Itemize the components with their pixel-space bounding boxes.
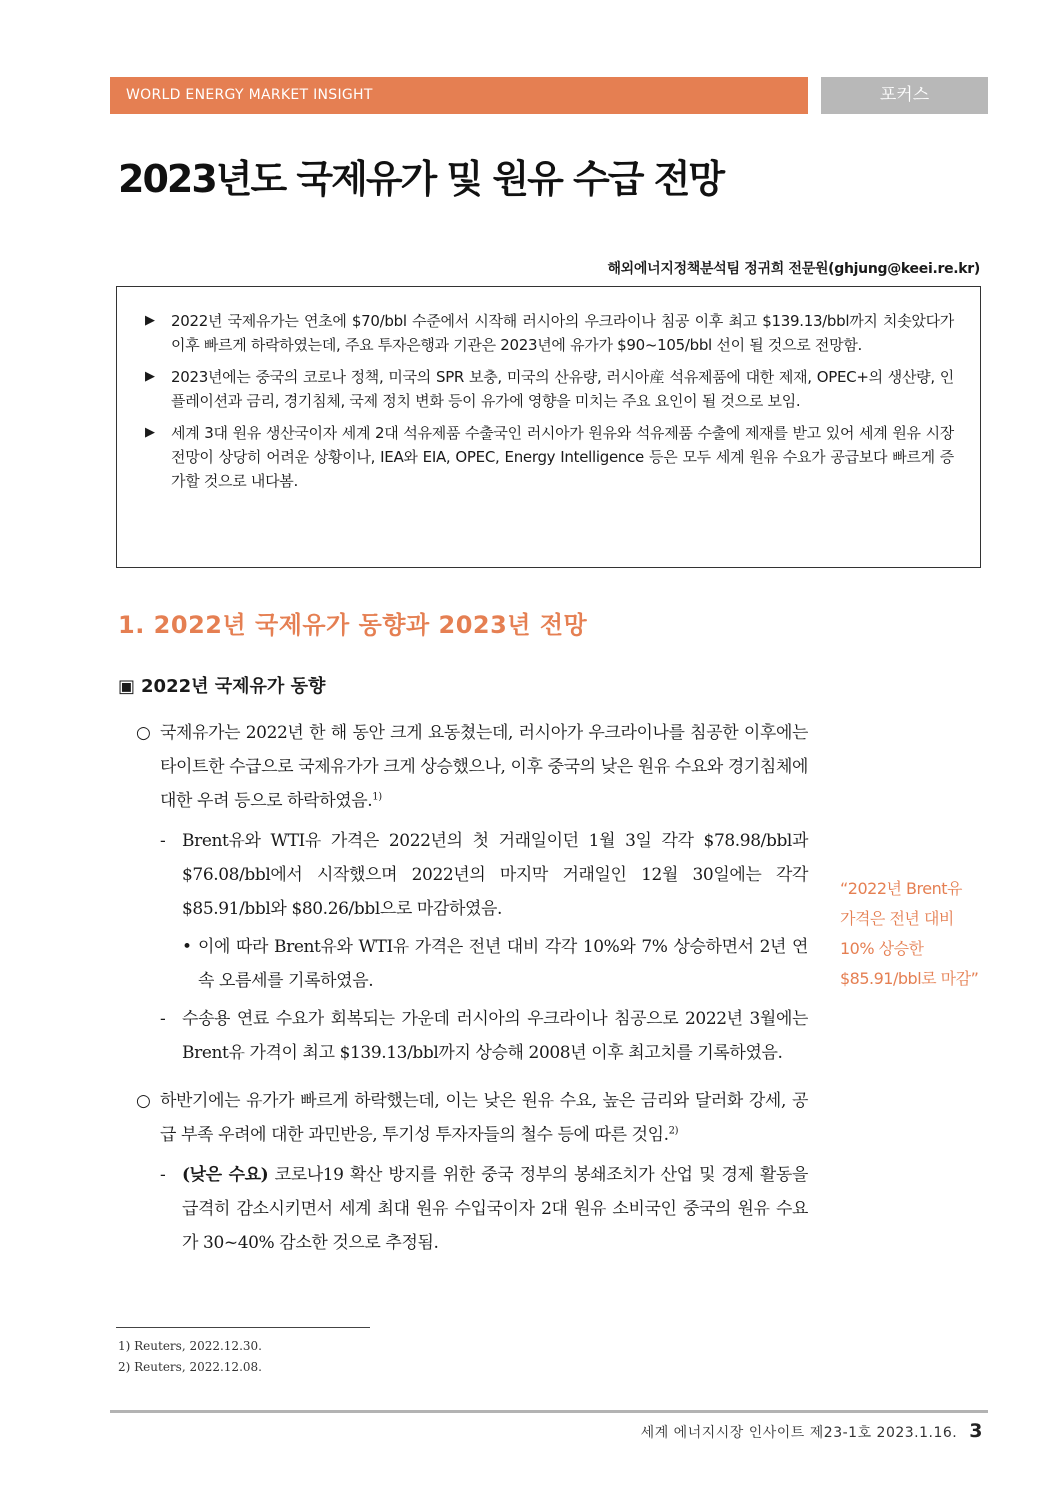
dash-item	[136, 824, 808, 926]
footnote: 2) Reuters, 2022.12.08.	[118, 1360, 262, 1374]
category-tab	[821, 77, 988, 114]
series-name: WORLD ENERGY MARKET INSIGHT	[126, 87, 373, 103]
subheading	[118, 672, 325, 698]
dash-marker: -	[160, 831, 166, 851]
dash-label: (낮은 수요)	[182, 1165, 269, 1185]
subheading-text: 2022년 국제유가 동향	[141, 676, 326, 697]
summary-text: 세계 3대 원유 생산국이자 세계 2대 석유제품 수출국인 러시아가 원유와 석유제품 수출에 제재를 받고 있어 세계 원유 시장 전망이 상당히 어려운 상황이나, IEA와 EIA, OPEC, Energy Intelligence 등은 모두 세계 원유 수요가 공급보다 빠르게 증가할 것으로 내다봄.	[171, 424, 954, 490]
page-footer	[641, 1420, 983, 1442]
summary-item	[145, 365, 954, 413]
series-banner	[110, 77, 808, 114]
dash-item	[136, 1158, 808, 1260]
footnote-ref: 2)	[668, 1125, 679, 1137]
paragraph	[136, 716, 808, 818]
category-label: 포커스	[879, 85, 930, 105]
square-marker-icon: ▣	[118, 676, 136, 697]
dash-text: 수송용 연료 수요가 회복되는 가운데 러시아의 우크라이나 침공으로 2022년 3월에는 Brent유 가격이 최고 $139.13/bbl까지 상승해 2008년 이후 최고치를 기록하였음.	[182, 1009, 808, 1063]
page-number: 3	[969, 1420, 983, 1442]
summary-box	[116, 286, 981, 568]
page-title: 2023년도 국제유가 및 원유 수급 전망	[118, 157, 724, 201]
triangle-bullet-icon: ▶	[145, 425, 155, 440]
footnote: 1) Reuters, 2022.12.30.	[118, 1339, 262, 1353]
summary-text: 2023년에는 중국의 코로나 정책, 미국의 SPR 보충, 미국의 산유량, 러시아産 석유제품에 대한 제재, OPEC+의 생산량, 인플레이션과 금리, 경기침체, 국제 정치 변화 등이 유가에 영향을 미치는 주요 요인이 될 것으로 보임.	[171, 368, 954, 410]
dash-text: 코로나19 확산 방지를 위한 중국 정부의 봉쇄조치가 산업 및 경제 활동을 급격히 감소시키면서 세계 최대 원유 수입국이자 2대 원유 소비국인 중국의 원유 수요가 30~40% 감소한 것으로 추정됨.	[182, 1165, 808, 1253]
summary-text: 2022년 국제유가는 연초에 $70/bbl 수준에서 시작해 러시아의 우크라이나 침공 이후 최고 $139.13/bbl까지 치솟았다가 이후 빠르게 하락하였는데, 주요 투자은행과 기관은 2023년에 유가가 $90~105/bbl 선이 될 것으로 전망함.	[171, 312, 954, 354]
section-heading: 1. 2022년 국제유가 동향과 2023년 전망	[118, 611, 588, 639]
summary-item	[145, 309, 954, 357]
footnotes	[118, 1336, 262, 1378]
dash-item	[136, 1002, 808, 1070]
bullet-item	[136, 930, 808, 998]
triangle-bullet-icon: ▶	[145, 369, 155, 384]
circle-marker-icon: ○	[136, 1091, 151, 1111]
bullet-text: 이에 따라 Brent유와 WTI유 가격은 전년 대비 각각 10%와 7% 상승하면서 2년 연속 오름세를 기록하였음.	[198, 937, 808, 991]
dash-marker: -	[160, 1009, 166, 1029]
pull-quote: “2022년 Brent유 가격은 전년 대비 10% 상승한 $85.91/bbl로 마감”	[840, 879, 979, 988]
footnote-divider	[116, 1327, 370, 1328]
footer-divider	[110, 1410, 988, 1413]
paragraph-text: 하반기에는 유가가 빠르게 하락했는데, 이는 낮은 원유 수요, 높은 금리와 달러화 강세, 공급 부족 우려에 대한 과민반응, 투기성 투자자들의 철수 등에 따른 것임.	[160, 1091, 808, 1145]
author-line: 해외에너지정책분석팀 정귀희 전문원(ghjung@keei.re.kr)	[607, 261, 980, 277]
dot-bullet-icon: •	[182, 937, 192, 957]
footnote-ref: 1)	[372, 791, 382, 803]
paragraph-text: 국제유가는 2022년 한 해 동안 크게 요동쳤는데, 러시아가 우크라이나를 침공한 이후에는 타이트한 수급으로 국제유가가 크게 상승했으나, 이후 중국의 낮은 원유 수요와 경기침체에 대한 우려 등으로 하락하였음.	[160, 723, 808, 811]
publication-info: 세계 에너지시장 인사이트 제23-1호 2023.1.16.	[640, 1425, 958, 1441]
summary-item	[145, 421, 954, 493]
body-text	[136, 716, 808, 1264]
triangle-bullet-icon: ▶	[145, 313, 155, 328]
circle-marker-icon: ○	[136, 723, 151, 743]
dash-text: Brent유와 WTI유 가격은 2022년의 첫 거래일이던 1월 3일 각각 $78.98/bbl과 $76.08/bbl에서 시작했으며 2022년의 마지막 거래일인 12월 30일에는 각각 $85.91/bbl와 $80.26/bbl으로 마감하였음.	[182, 831, 808, 919]
dash-marker: -	[160, 1165, 166, 1185]
paragraph	[136, 1084, 808, 1152]
